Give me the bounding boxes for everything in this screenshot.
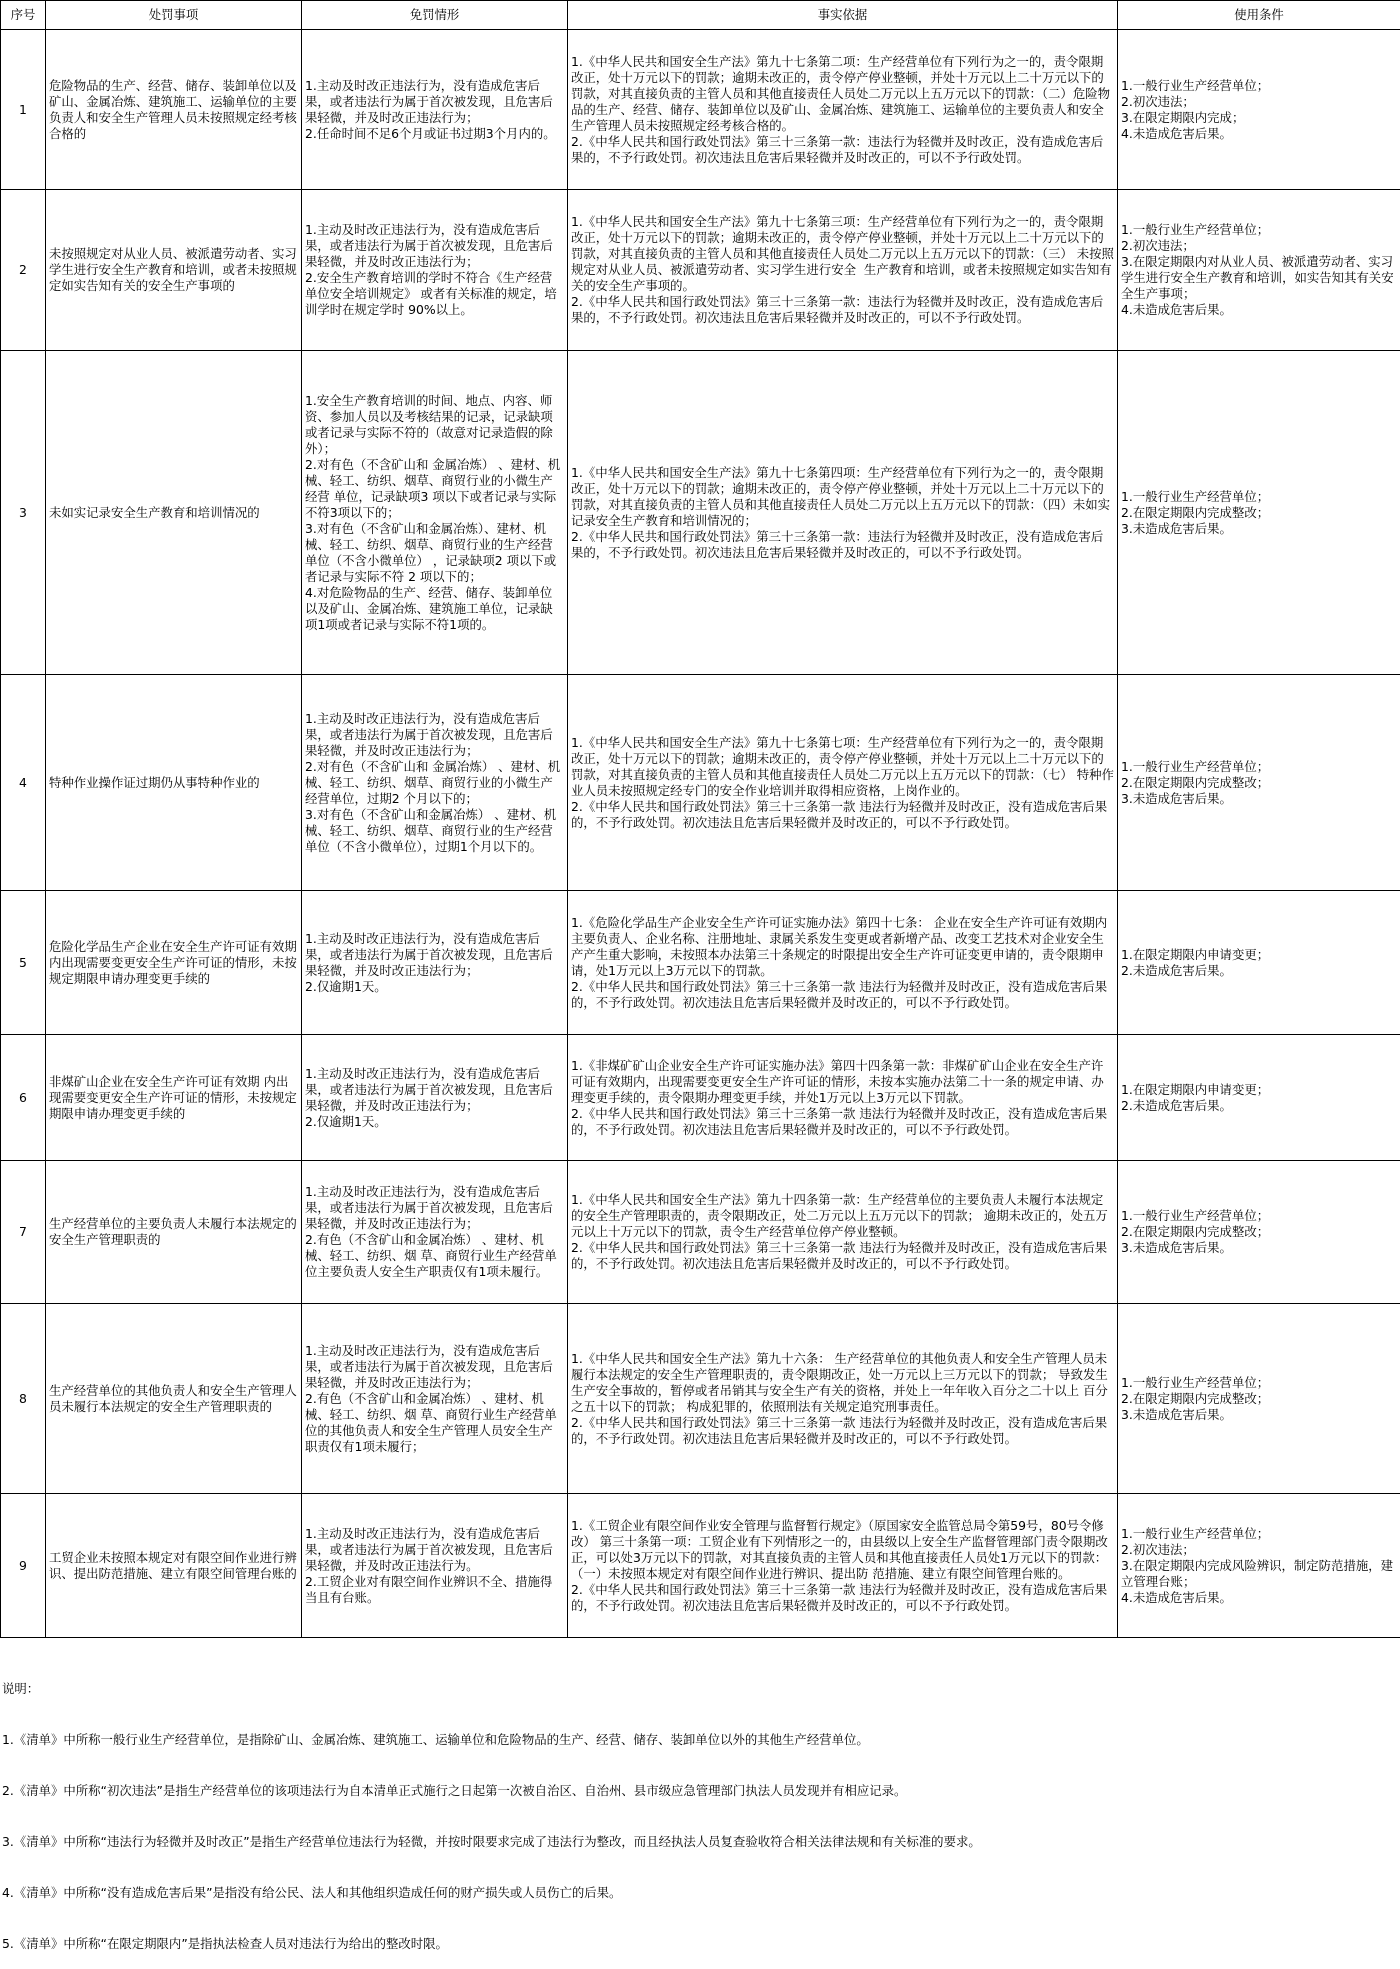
note-item: 5.《清单》中所称“在限定期限内”是指执法检查人员对违法行为给出的整改时限。 (2, 1935, 1398, 1952)
exemption-case: 1.主动及时改正违法行为，没有造成危害后果，或者违法行为属于首次被发现，且危害后果轻微，并及时改正违法行为； 2.有色（不含矿山和金属冶炼） 、建材、机械、轻工、纺织、烟 草、商贸行业生产经营单位的其他负责人和安全生产管理人员安全生产职责仅有1项未履行； (302, 1304, 568, 1494)
use-conditions: 1.一般行业生产经营单位； 2.初次违法； 3.在限定期限内完成风险辨识，制定防范措施，建立管理台账； 4.未造成危害后果。 (1118, 1494, 1400, 1638)
penalty-item: 危险化学品生产企业在安全生产许可证有效期 内出现需要变更安全生产许可证的情形，未按规定期限申请办理变更手续的 (46, 891, 302, 1035)
table-row (1, 1161, 1400, 1304)
legal-basis: 1.《工贸企业有限空间作业安全管理与监督暂行规定》（原国家安全监管总局令第59号，80号令修改） 第三十条第一项：工贸企业有下列情形之一的，由县级以上安全生产监督管理部门责令限期改正，可以处3万元以下的罚款，对其直接负责的主管人员和其他直接责任人员处1万元以下的罚款：（一）未按照本规定对有限空间作业进行辨识、提出防 范措施、建立有限空间管理台账的。 2.《中华人民共和国行政处罚法》第三十三条第一款 违法行为轻微并及时改正，没有造成危害后果的，不予行政处罚。初次违法且危害后果轻微并及时改正的，可以不予行政处罚。 (568, 1494, 1118, 1638)
row-number: 1 (1, 30, 46, 190)
legal-basis: 1.《中华人民共和国安全生产法》第九十七条第二项：生产经营单位有下列行为之一的，责令限期改正，处十万元以下的罚款；逾期未改正的，责令停产停业整顿，并处十万元以上二十万元以下的罚款，对其直接负责的主管人员和其他直接责任人员处二万元以上五万元以下的罚款：（二）危险物品的生产、经营、储存、装卸单位以及矿山、金属冶炼、建筑施工、运输单位的主要负责人和安全生产管理人员未按照规定经考核合格的。 2.《中华人民共和国行政处罚法》第三十三条第一款：违法行为轻微并及时改正，没有造成危害后果的，不予行政处罚。初次违法且危害后果轻微并及时改正的，可以不予行政处罚。 (568, 30, 1118, 190)
table-row (1, 190, 1400, 351)
penalty-item: 危险物品的生产、经营、储存、装卸单位以及矿山、金属冶炼、建筑施工、运输单位的主要负责人和安全生产管理人员未按照规定经考核合格的 (46, 30, 302, 190)
table-header-row (1, 1, 1400, 30)
table-row (1, 351, 1400, 675)
row-number: 3 (1, 351, 46, 675)
note-item: 1.《清单》中所称一般行业生产经营单位，是指除矿山、金属冶炼、建筑施工、运输单位和危险物品的生产、经营、储存、装卸单位以外的其他生产经营单位。 (2, 1731, 1398, 1748)
row-number: 9 (1, 1494, 46, 1638)
use-conditions: 1.一般行业生产经营单位； 2.在限定期限内完成整改； 3.未造成危害后果。 (1118, 1304, 1400, 1494)
use-conditions: 1.一般行业生产经营单位； 2.在限定期限内完成整改； 3.未造成危害后果。 (1118, 675, 1400, 891)
row-number: 8 (1, 1304, 46, 1494)
header-conditions: 使用条件 (1118, 1, 1400, 30)
exemption-case: 1.主动及时改正违法行为，没有造成危害后果，或者违法行为属于首次被发现，且危害后果轻微，并及时改正违法行为； 2.对有色（不含矿山和 金属冶炼） 、建材、机械、轻工、纺织、烟草、商贸行业的小微生产经营单位，过期2 个月以下的； 3.对有色（不含矿山和金属冶炼） 、建材、机械、轻工、纺织、烟草、商贸行业的生产经营单位（不含小微单位），过期1个月以下的。 (302, 675, 568, 891)
row-number: 5 (1, 891, 46, 1035)
use-conditions: 1.一般行业生产经营单位； 2.初次违法； 3.在限定期限内完成； 4.未造成危害后果。 (1118, 30, 1400, 190)
use-conditions: 1.一般行业生产经营单位； 2.初次违法； 3.在限定期限内对从业人员、被派遣劳动者、实习学生进行安全生产教育和培训，如实告知其有关安全生产事项； 4.未造成危害后果。 (1118, 190, 1400, 351)
use-conditions: 1.一般行业生产经营单位； 2.在限定期限内完成整改； 3.未造成危害后果。 (1118, 1161, 1400, 1304)
row-number: 6 (1, 1035, 46, 1161)
table-row (1, 1304, 1400, 1494)
table-row (1, 891, 1400, 1035)
table-row (1, 1494, 1400, 1638)
exemption-case: 1.主动及时改正违法行为，没有造成危害后果，或者违法行为属于首次被发现，且危害后果轻微，并及时改正违法行为； 2.安全生产教育培训的学时不符合《生产经营单位安全培训规定》 或者有关标准的规定，培训学时在规定学时 90%以上。 (302, 190, 568, 351)
legal-basis: 1.《危险化学品生产企业安全生产许可证实施办法》第四十七条： 企业在安全生产许可证有效期内主要负责人、企业名称、注册地址、隶属关系发生变更或者新增产品、改变工艺技术对企业安全生产产生重大影响，未按照本办法第三十条规定的时限提出安全生产许可证变更申请的，责令限期申请，处1万元以上3万元以下的罚款。 2.《中华人民共和国行政处罚法》第三十三条第一款 违法行为轻微并及时改正，没有造成危害后果的，不予行政处罚。初次违法且危害后果轻微并及时改正的，可以不予行政处罚。 (568, 891, 1118, 1035)
exemption-case: 1.主动及时改正违法行为，没有造成危害后果，或者违法行为属于首次被发现，且危害后果轻微，并及时改正违法行为。 2.工贸企业对有限空间作业辨识不全、措施得当且有台账。 (302, 1494, 568, 1638)
penalty-item: 工贸企业未按照本规定对有限空间作业进行辨识、提出防范措施、建立有限空间管理台账的 (46, 1494, 302, 1638)
penalty-item: 未如实记录安全生产教育和培训情况的 (46, 351, 302, 675)
penalty-item: 未按照规定对从业人员、被派遣劳动者、实习学生进行安全生产教育和培训，或者未按照规定如实告知有关的安全生产事项的 (46, 190, 302, 351)
note-item: 3.《清单》中所称“违法行为轻微并及时改正”是指生产经营单位违法行为轻微，并按时限要求完成了违法行为整改，而且经执法人员复查验收符合相关法律法规和有关标准的要求。 (2, 1833, 1398, 1850)
penalty-item: 特种作业操作证过期仍从事特种作业的 (46, 675, 302, 891)
header-exempt: 免罚情形 (302, 1, 568, 30)
row-number: 4 (1, 675, 46, 891)
use-conditions: 1.在限定期限内申请变更； 2.未造成危害后果。 (1118, 891, 1400, 1035)
use-conditions: 1.在限定期限内申请变更； 2.未造成危害后果。 (1118, 1035, 1400, 1161)
table-row (1, 30, 1400, 190)
legal-basis: 1.《中华人民共和国安全生产法》第九十七条第七项：生产经营单位有下列行为之一的，责令限期改正，处十万元以下的罚款；逾期未改正的，责令停产停业整顿，并处十万元以上二十万元以下的罚款，对其直接负责的主管人员和其他直接责任人员处二万元以上五万元以下的罚款：（七） 特种作业人员未按照规定经专门的安全作业培训并取得相应资格，上岗作业的。 2.《中华人民共和国行政处罚法》第三十三条第一款 违法行为轻微并及时改正，没有造成危害后果的，不予行政处罚。初次违法且危害后果轻微并及时改正的，可以不予行政处罚。 (568, 675, 1118, 891)
exemption-case: 1.主动及时改正违法行为，没有造成危害后果，或者违法行为属于首次被发现，且危害后果轻微，并及时改正违法行为； 2.仅逾期1天。 (302, 1035, 568, 1161)
legal-basis: 1.《中华人民共和国安全生产法》第九十七条第四项：生产经营单位有下列行为之一的，责令限期改正，处十万元以下的罚款；逾期未改正的，责令停产停业整顿，并处十万元以上二十万元以下的罚款，对其直接负责的主管人员和其他直接责任人员处二万元以上五万元以下的罚款：（四）未如实记录安全生产教育和培训情况的； 2.《中华人民共和国行政处罚法》第三十三条第一款：违法行为轻微并及时改正，没有造成危害后果的，不予行政处罚。初次违法且危害后果轻微并及时改正的，可以不予行政处罚。 (568, 351, 1118, 675)
exemption-case: 1.主动及时改正违法行为，没有造成危害后果，或者违法行为属于首次被发现，且危害后果轻微，并及时改正违法行为； 2.有色（不含矿山和金属冶炼） 、建材、机械、轻工、纺织、烟 草、商贸行业生产经营单位主要负责人安全生产职责仅有1项未履行。 (302, 1161, 568, 1304)
legal-basis: 1.《中华人民共和国安全生产法》第九十四条第一款：生产经营单位的主要负责人未履行本法规定的安全生产管理职责的，责令限期改正，处二万元以上五万元以下的罚款； 逾期未改正的，处五万元以上十万元以下的罚款，责令生产经营单位停产停业整顿。 2.《中华人民共和国行政处罚法》第三十三条第一款 违法行为轻微并及时改正，没有造成危害后果的，不予行政处罚。初次违法且危害后果轻微并及时改正的，可以不予行政处罚。 (568, 1161, 1118, 1304)
exemption-case: 1.主动及时改正违法行为，没有造成危害后果，或者违法行为属于首次被发现，且危害后果轻微，并及时改正违法行为； 2.仅逾期1天。 (302, 891, 568, 1035)
legal-basis: 1.《中华人民共和国安全生产法》第九十七条第三项：生产经营单位有下列行为之一的，责令限期改正，处十万元以下的罚款；逾期未改正的，责令停产停业整顿，并处十万元以上二十万元以下的罚款，对其直接负责的主管人员和其他直接责任人员处二万元以上五万元以下的罚款：（三） 未按照规定对从业人员、被派遣劳动者、实习学生进行安全 生产教育和培训，或者未按照规定如实告知有关的安全生产事项的。 2.《中华人民共和国行政处罚法》第三十三条第一款：违法行为轻微并及时改正，没有造成危害后果的，不予行政处罚。初次违法且危害后果轻微并及时改正的，可以不予行政处罚。 (568, 190, 1118, 351)
table-row (1, 1035, 1400, 1161)
header-no: 序号 (1, 1, 46, 30)
exemption-case: 1.安全生产教育培训的时间、地点、内容、师资、参加人员以及考核结果的记录，记录缺项或者记录与实际不符的（故意对记录造假的除外）； 2.对有色（不含矿山和 金属冶炼） 、建材、机械、轻工、纺织、烟草、商贸行业的小微生产经营 单位，记录缺项3 项以下或者记录与实际不符3项以下的； 3.对有色（不含矿山和金属冶炼）、建材、机械、轻工、纺织、烟草、商贸行业的生产经营单位（不含小微单位） ，记录缺项2 项以下或者记录与实际不符 2 项以下的； 4.对危险物品的生产、经营、储存、装卸单位以及矿山、金属冶炼、建筑施工单位，记录缺项1项或者记录与实际不符1项的。 (302, 351, 568, 675)
use-conditions: 1.一般行业生产经营单位； 2.在限定期限内完成整改； 3.未造成危害后果。 (1118, 351, 1400, 675)
notes-section (0, 1638, 1400, 1969)
note-item: 2.《清单》中所称“初次违法”是指生产经营单位的该项违法行为自本清单正式施行之日起第一次被自治区、自治州、县市级应急管理部门执法人员发现并有相应记录。 (2, 1782, 1398, 1799)
notes-title: 说明： (2, 1680, 1398, 1697)
penalty-item: 生产经营单位的主要负责人未履行本法规定的安全生产管理职责的 (46, 1161, 302, 1304)
header-item: 处罚事项 (46, 1, 302, 30)
legal-basis: 1.《中华人民共和国安全生产法》第九十六条： 生产经营单位的其他负责人和安全生产管理人员未履行本法规定的安全生产管理职责的，责令限期改正，处一万元以上三万元以下的罚款； 导致发生生产安全事故的，暂停或者吊销其与安全生产有关的资格，并处上一年年收入百分之二十以上 百分之五十以下的罚款； 构成犯罪的，依照刑法有关规定追究刑事责任。 2.《中华人民共和国行政处罚法》第三十三条第一款 违法行为轻微并及时改正，没有造成危害后果的，不予行政处罚。初次违法且危害后果轻微并及时改正的，可以不予行政处罚。 (568, 1304, 1118, 1494)
exemption-case: 1.主动及时改正违法行为，没有造成危害后果，或者违法行为属于首次被发现，且危害后果轻微，并及时改正违法行为； 2.任命时间不足6个月或证书过期3个月内的。 (302, 30, 568, 190)
row-number: 2 (1, 190, 46, 351)
row-number: 7 (1, 1161, 46, 1304)
header-basis: 事实依据 (568, 1, 1118, 30)
legal-basis: 1.《非煤矿矿山企业安全生产许可证实施办法》第四十四条第一款：非煤矿矿山企业在安全生产许可证有效期内，出现需要变更安全生产许可证的情形，未按本实施办法第二十一条的规定申请、办理变更手续的，责令限期办理变更手续，并处1万元以上3万元以下罚款。 2.《中华人民共和国行政处罚法》第三十三条第一款 违法行为轻微并及时改正，没有造成危害后果的，不予行政处罚。初次违法且危害后果轻微并及时改正的，可以不予行政处罚。 (568, 1035, 1118, 1161)
penalty-item: 非煤矿山企业在安全生产许可证有效期 内出现需要变更安全生产许可证的情形，未按规定期限申请办理变更手续的 (46, 1035, 302, 1161)
table-row (1, 675, 1400, 891)
penalty-item: 生产经营单位的其他负责人和安全生产管理人员未履行本法规定的安全生产管理职责的 (46, 1304, 302, 1494)
note-item: 4.《清单》中所称“没有造成危害后果”是指没有给公民、法人和其他组织造成任何的财产损失或人员伤亡的后果。 (2, 1884, 1398, 1901)
